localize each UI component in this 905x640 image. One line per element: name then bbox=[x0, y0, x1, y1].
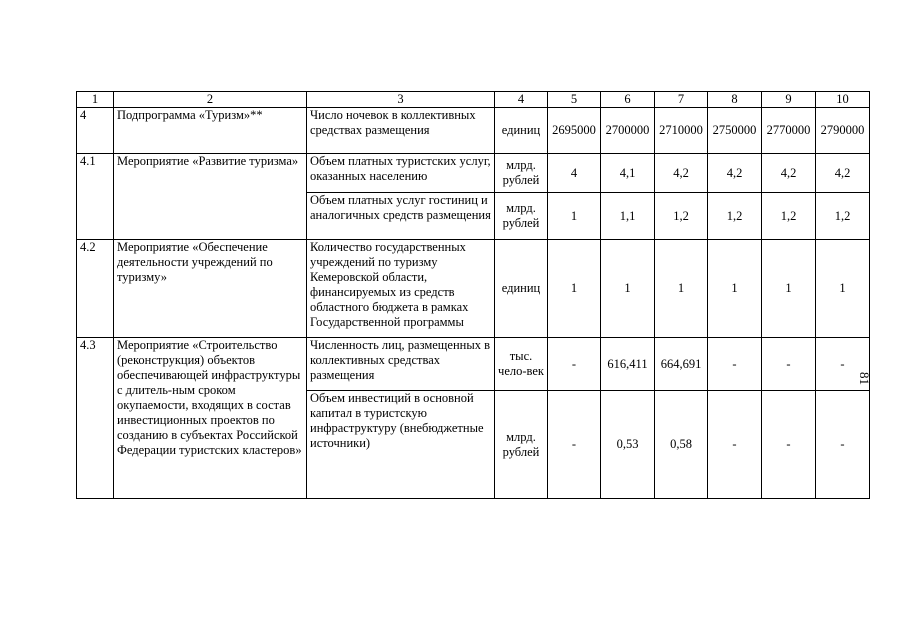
column-number: 2 bbox=[114, 92, 307, 108]
column-number: 6 bbox=[601, 92, 655, 108]
unit: млрд. рублей bbox=[495, 154, 548, 193]
row-number: 4.1 bbox=[77, 154, 114, 240]
indicator-name: Численность лиц, размещенных в коллективных средствах размещения bbox=[307, 338, 495, 391]
column-number: 8 bbox=[708, 92, 762, 108]
table-row bbox=[77, 338, 870, 391]
indicator-name: Объем платных туристских услуг, оказанных населению bbox=[307, 154, 495, 193]
value-cell: 664,691 bbox=[655, 338, 708, 391]
unit: млрд. рублей bbox=[495, 193, 548, 240]
unit: млрд. рублей bbox=[495, 391, 548, 499]
value-cell: 2700000 bbox=[601, 108, 655, 154]
table-header-row bbox=[77, 92, 870, 108]
table-row bbox=[77, 108, 870, 154]
value-cell: - bbox=[708, 338, 762, 391]
value-cell: 1 bbox=[548, 193, 601, 240]
value-cell: 1 bbox=[708, 240, 762, 338]
value-cell: 4,2 bbox=[816, 154, 870, 193]
row-number: 4.3 bbox=[77, 338, 114, 499]
value-cell: 2710000 bbox=[655, 108, 708, 154]
indicator-name: Количество государственных учреждений по туризму Кемеровской области, финансируемых из средств областного бюджета в рамках Государственной программы bbox=[307, 240, 495, 338]
column-number: 1 bbox=[77, 92, 114, 108]
value-cell: 1 bbox=[816, 240, 870, 338]
column-number: 4 bbox=[495, 92, 548, 108]
value-cell: 1 bbox=[655, 240, 708, 338]
indicator-name: Объем инвестиций в основной капитал в туристскую инфраструктуру (внебюджетные источники) bbox=[307, 391, 495, 499]
value-cell: 2695000 bbox=[548, 108, 601, 154]
value-cell: - bbox=[548, 391, 601, 499]
table-row bbox=[77, 154, 870, 193]
value-cell: - bbox=[548, 338, 601, 391]
unit: тыс. чело-век bbox=[495, 338, 548, 391]
value-cell: 2790000 bbox=[816, 108, 870, 154]
value-cell: 1,2 bbox=[762, 193, 816, 240]
column-number: 3 bbox=[307, 92, 495, 108]
indicators-table bbox=[76, 91, 870, 499]
program-name: Мероприятие «Обеспечение деятельности учреждений по туризму» bbox=[114, 240, 307, 338]
value-cell: 1,1 bbox=[601, 193, 655, 240]
indicator-name: Число ночевок в коллективных средствах размещения bbox=[307, 108, 495, 154]
program-name: Подпрограмма «Туризм»** bbox=[114, 108, 307, 154]
value-cell: 1,2 bbox=[655, 193, 708, 240]
value-cell: 4,2 bbox=[655, 154, 708, 193]
column-number: 7 bbox=[655, 92, 708, 108]
column-number: 10 bbox=[816, 92, 870, 108]
value-cell: 1,2 bbox=[708, 193, 762, 240]
value-cell: 2750000 bbox=[708, 108, 762, 154]
value-cell: 0,53 bbox=[601, 391, 655, 499]
value-cell: 616,411 bbox=[601, 338, 655, 391]
unit: единиц bbox=[495, 108, 548, 154]
row-number: 4.2 bbox=[77, 240, 114, 338]
value-cell: 4 bbox=[548, 154, 601, 193]
value-cell: 2770000 bbox=[762, 108, 816, 154]
value-cell: - bbox=[708, 391, 762, 499]
value-cell: 4,1 bbox=[601, 154, 655, 193]
value-cell: - bbox=[762, 391, 816, 499]
value-cell: 0,58 bbox=[655, 391, 708, 499]
row-number: 4 bbox=[77, 108, 114, 154]
program-name: Мероприятие «Развитие туризма» bbox=[114, 154, 307, 240]
table-row bbox=[77, 240, 870, 338]
value-cell: 1,2 bbox=[816, 193, 870, 240]
column-number: 5 bbox=[548, 92, 601, 108]
value-cell: - bbox=[816, 338, 870, 391]
program-name: Мероприятие «Строительство (реконструкция) объектов обеспечивающей инфраструктуры с длитель-ным сроком окупаемости, входящих в состав инвестиционных проектов по созданию в субъектах Российской Федерации туристских кластеров» bbox=[114, 338, 307, 499]
value-cell: - bbox=[762, 338, 816, 391]
column-number: 9 bbox=[762, 92, 816, 108]
page-number: 81 bbox=[857, 372, 872, 385]
indicator-name: Объем платных услуг гостиниц и аналогичных средств размещения bbox=[307, 193, 495, 240]
value-cell: - bbox=[816, 391, 870, 499]
value-cell: 4,2 bbox=[708, 154, 762, 193]
value-cell: 1 bbox=[548, 240, 601, 338]
value-cell: 1 bbox=[762, 240, 816, 338]
unit: единиц bbox=[495, 240, 548, 338]
value-cell: 1 bbox=[601, 240, 655, 338]
value-cell: 4,2 bbox=[762, 154, 816, 193]
